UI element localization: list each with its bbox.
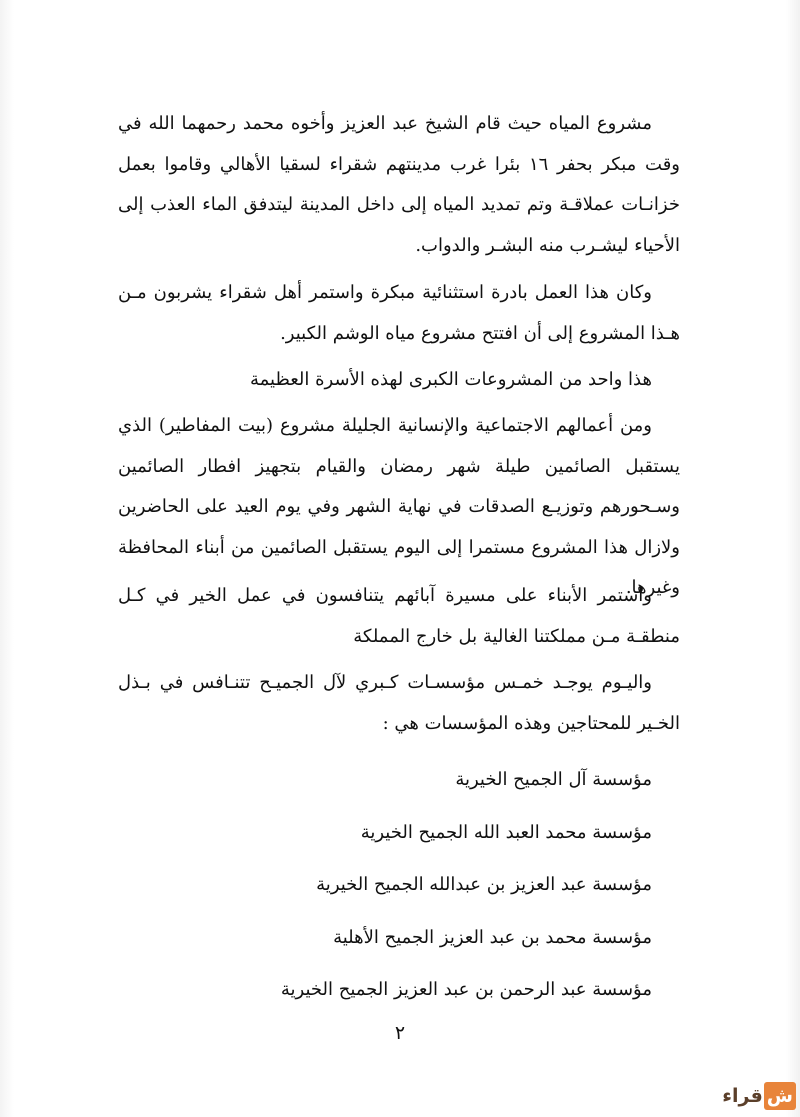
paragraph-major-projects: هذا واحد من المشروعات الكبرى لهذه الأسرة العظيمة — [249, 369, 652, 390]
paragraph-water-project: مشروع المياه حيث قام الشيخ عبد العزيز وأخوه محمد رحمهما الله في وقت مبكر بحفر ١٦ بئرا غرب مدينتهم شقراء لسقيا الأهالي وقاموا بعمل خزانـات عملاقـة وتم تمديد المياه إلى داخل المدينة ليتدفق الماء العذب إلى الأحياء ليشـرب منه البشـر والدواب. — [118, 113, 680, 256]
page-number: ٢ — [394, 1022, 406, 1044]
list-item: مؤسسة محمد بن عبد العزيز الجميح الأهلية — [333, 926, 652, 948]
list-item: مؤسسة آل الجميح الخيرية — [455, 769, 652, 790]
shaqra-watermark-logo — [718, 1078, 796, 1114]
paragraph-early-initiative: وكان هذا العمل بادرة استثنائية مبكرة واستمر أهل شقراء يشربون مـن هـذا المشروع إلى أن افتتح مشروع مياه الوشم الكبير. — [118, 282, 680, 344]
institutions-list — [118, 754, 652, 1017]
paragraph-sons-continue: واستمر الأبناء على مسيرة آبائهم يتنافسون في عمل الخير في كـل منطقـة مـن مملكتنا الغالية بل خارج المملكة — [118, 585, 680, 647]
list-item: مؤسسة عبد العزيز بن عبدالله الجميح الخيرية — [316, 874, 652, 895]
list-item: مؤسسة محمد العبد الله الجميح الخيرية — [360, 821, 652, 843]
paragraph-five-institutions: واليـوم يوجـد خمـس مؤسسـات كـبري لآل الجميـح تتنـافس في بـذل الخـير للمحتاجين وهذه المؤسسات هي : — [118, 672, 680, 734]
list-item: مؤسسة عبد الرحمن بن عبد العزيز الجميح الخيرية — [280, 979, 652, 1000]
watermark-text: قراء — [722, 1085, 763, 1107]
watermark-badge: ش — [764, 1082, 796, 1110]
paragraph-iftar-house: ومن أعمالهم الاجتماعية والإنسانية الجليلة مشروع (بيت المفاطير) الذي يستقبل الصائمين طيلة شهر رمضان والقيام بتجهيز افطار الصائمين وسـحورهم وتوزيـع الصدقات في نهاية الشهر وفي يوم العيد على الحاضرين ولازال هذا المشروع مستمرا إلى اليوم يستقبل الصائمين من أبناء المحافظة وغيرها. — [118, 415, 680, 598]
